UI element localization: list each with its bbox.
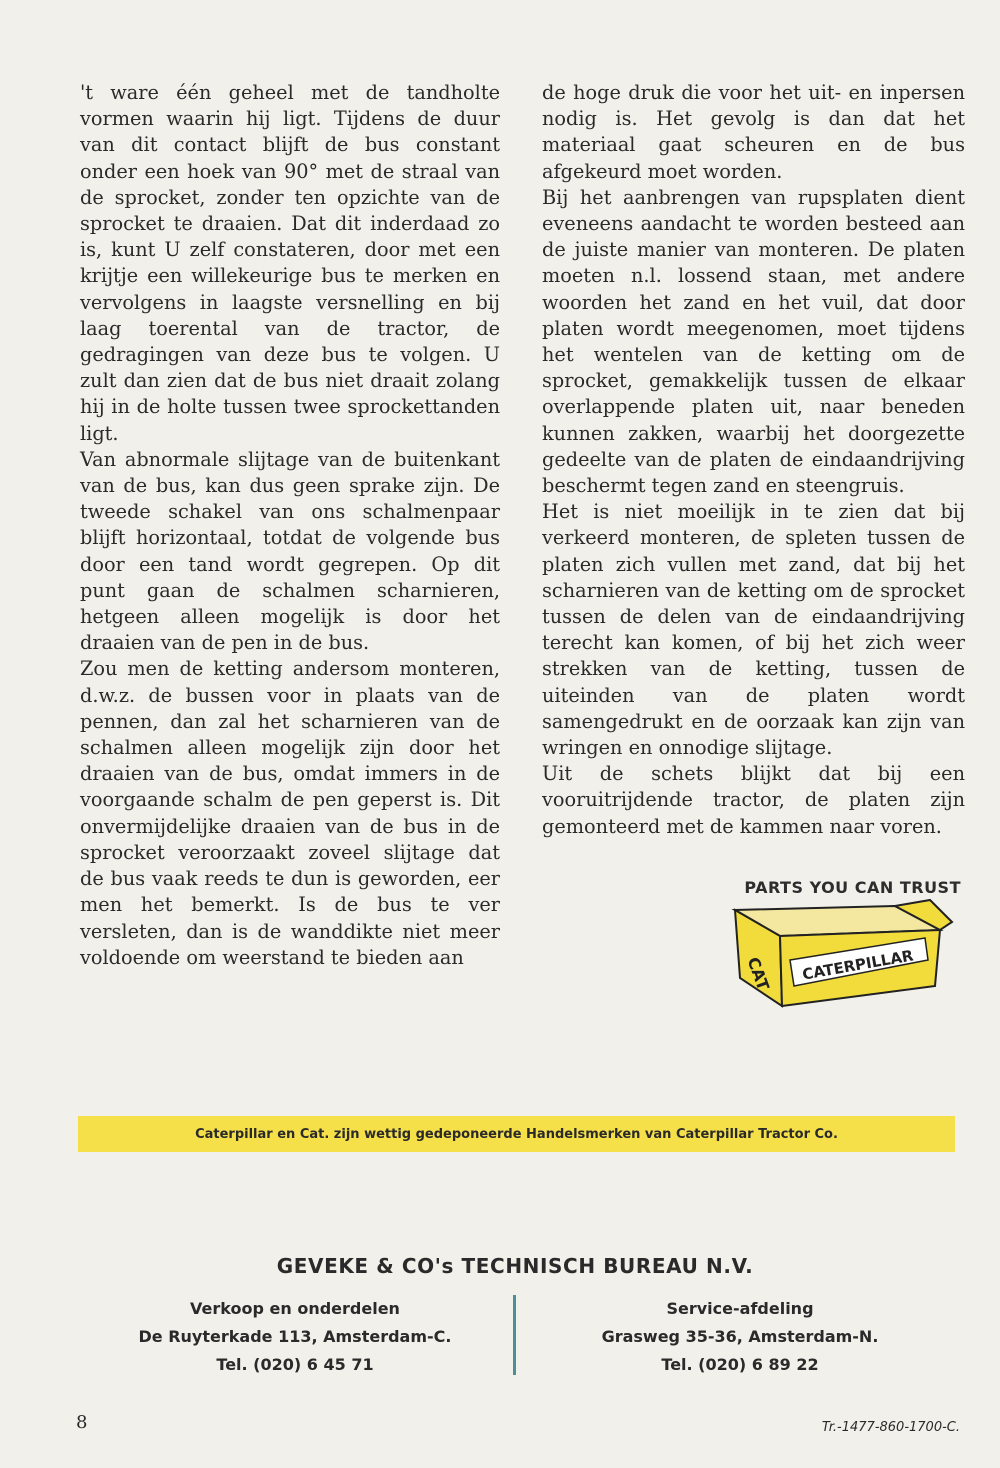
sales-address-block [100, 1295, 490, 1379]
paragraph: de hoge druk die voor het uit- en inpersen nodig is. Het gevolg is dan dat het materiaal gaat scheuren en de bus afgekeurd moet worden. [542, 81, 965, 183]
left-text-column [80, 80, 500, 971]
paragraph: Van abnormale slijtage van de buitenkant van de bus, kan dus geen sprake zijn. De tweede schakel van ons schalmenpaar blijft horizontaal, totdat de volgende bus door een tand wordt gegrepen. Op dit punt gaan de schalmen scharnieren, hetgeen alleen mogelijk is door het draaien van de pen in de bus. [80, 447, 500, 655]
sales-address: De Ruyterkade 113, Amsterdam-C. [138, 1327, 452, 1346]
page-number: 8 [76, 1412, 88, 1433]
box-side-text: CAT [743, 954, 773, 993]
paragraph: Het is niet moeilijk in te zien dat bij verkeerd monteren, de spleten tussen de platen zich vullen met zand, dat bij het scharnieren van de ketting om de sprocket tussen de delen van de eindaandrijving terecht kan komen, of bij het zich weer strekken van de ketting, tussen de uiteinden van de platen wordt samengedrukt en de oorzaak kan zijn van wringen en onnodige slijtage. [542, 500, 965, 760]
service-address-block [555, 1295, 925, 1379]
right-text-column [542, 80, 965, 840]
caterpillar-parts-box-icon [690, 878, 965, 1018]
service-phone: Tel. (020) 6 89 22 [661, 1355, 819, 1374]
paragraph: Bij het aanbrengen van rupsplaten dient eveneens aandacht te worden besteed aan de juiste manier van monteren. De platen moeten n.l. lossend staan, met andere woorden het zand en het vuil, dat door platen wordt meegenomen, moet tijdens het wentelen van de ketting om de sprocket, gemakkelijk tussen de elkaar overlappende platen uit, naar beneden kunnen zakken, waarbij het doorgezette gedeelte van de platen de eindaandrijving beschermt tegen zand en steengruis. [542, 185, 965, 498]
paragraph: Zou men de ketting andersom monteren, d.w.z. de bussen voor in plaats van de pennen, dan zal het scharnieren van de schalmen alleen mogelijk zijn door het draaien van de bus, omdat immers in de voorgaande schalm de pen geperst is. Dit onvermijdelijke draaien van de bus in de sprocket veroorzaakt zoveel slijtage dat de bus vaak reeds te dun is geworden, eer men het bemerkt. Is de bus te ver versleten, dan is de wanddikte niet meer voldoende om weerstand te bieden aan [80, 657, 500, 969]
address-divider [513, 1295, 516, 1375]
company-name: GEVEKE & CO's TECHNISCH BUREAU N.V. [276, 1254, 754, 1278]
service-address: Grasweg 35-36, Amsterdam-N. [601, 1327, 879, 1346]
sales-phone: Tel. (020) 6 45 71 [216, 1355, 374, 1374]
paragraph: Uit de schets blijkt dat bij een vooruitrijdende tractor, de platen zijn gemonteerd met de kammen naar voren. [542, 762, 965, 838]
box-brand-text: CATERPILLAR [800, 946, 915, 984]
logo-slogan: PARTS YOU CAN TRUST [744, 878, 961, 897]
service-title: Service-afdeling [666, 1299, 814, 1318]
sales-title: Verkoop en onderdelen [190, 1299, 400, 1318]
print-code: Tr.-1477-860-1700-C. [821, 1420, 960, 1435]
trademark-notice: Caterpillar en Cat. zijn wettig gedeponeerde Handelsmerken van Caterpillar Tractor Co. [78, 1116, 955, 1152]
parts-you-can-trust-logo [690, 878, 965, 1018]
paragraph: 't ware één geheel met de tandholte vormen waarin hij ligt. Tijdens de duur van dit contact blijft de bus constant onder een hoek van 90° met de straal van de sprocket, zonder ten opzichte van de sprocket te draaien. Dat dit inderdaad zo is, kunt U zelf constateren, door met een krijtje een willekeurige bus te merken en vervolgens in laagste versnelling en bij laag toerental van de tractor, de gedragingen van deze bus te volgen. U zult dan zien dat de bus niet draait zolang hij in de holte tussen twee sprockettanden ligt. [80, 81, 500, 445]
